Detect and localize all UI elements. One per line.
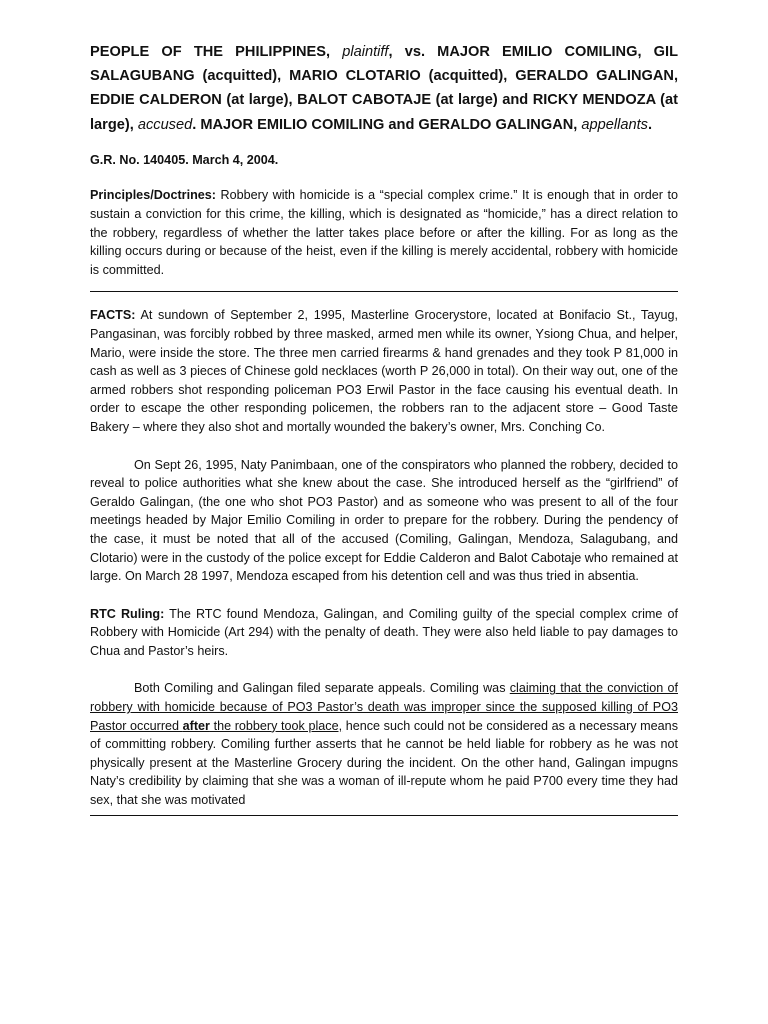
page-bottom-divider [90,815,678,816]
facts-label: FACTS: [90,308,136,323]
facts-paragraph-2: On Sept 26, 1995, Naty Panimbaan, one of the conspirators who planned the robbery, decided to reveal to police authorities what she knew about the case. She introduced herself as the “girlfriend” of Geraldo Galingan, (the one who shot PO3 Pastor) and as someone who was present to all of the four meetings headed by Major Emilio Comiling in order to prepare for the robbery. During the pendency of the case, it must be noted that all of the accused (Comiling, Galingan, Mendoza, Salagubang, and Clotario) were in the custody of the police except for Eddie Calderon and Balot Cabotaje who remained at large. On March 28 1997, Mendoza escaped from his detention cell and was thus tried in absentia. [90,457,678,584]
section-divider [90,291,678,292]
gr-number: G.R. No. 140405. March 4, 2004. [90,152,279,167]
appeals-rest: hence such could not be considered as a necessary means of committing robbery. Comiling further asserts that he cannot be held liable for robbery as he was not physically present at the Masterline Grocery during the incident. On the other hand, Galingan impugns Naty’s credibility by claiming that she was a woman of ill-repute whom he paid P700 every time they had sex, that she was motivated [90,718,678,808]
case-title-part-c: . MAJOR EMILIO COMILING and GERALDO GALINGAN, [192,116,582,133]
appeals-underlined-2: the robbery took place, [209,718,343,733]
appeals-underlined-1: claiming that the conviction of robbery with homicide because of PO3 Pastor’s death was improper since the supposed killing of PO3 Pastor occurred [90,681,678,733]
case-title-part-b: , vs. MAJOR EMILIO COMILING, GIL SALAGUBANG (acquitted), MARIO CLOTARIO (acquitted), GERALDO GALINGAN, EDDIE CALDERON (at large), BALOT CABOTAJE (at large) and RICKY MENDOZA (at large), [90,44,678,133]
appeals-paragraph [90,679,678,809]
case-title [90,40,678,137]
case-title-part-d: . [647,116,652,133]
appeals-lead: Both Comiling and Galingan filed separate appeals. Comiling was [134,681,510,696]
appellants-word: appellants [581,116,648,133]
accused-word: accused [137,116,193,133]
facts-text: At sundown of September 2, 1995, Masterline Grocerystore, located at Bonifacio St., Tayug, Pangasinan, was forcibly robbed by three masked, armed men while its owner, Ysiong Chua, and helper, Mario, were inside the store. The three men carried firearms & hand grenades and they took P 81,000 in cash as well as 3 pieces of Chinese gold necklaces (worth P 26,000 in total). On their way out, one of the armed robbers shot responding policeman PO3 Erwil Pastor in the face causing his eventual death. In order to escape the other responding policemen, the robbers ran to the adjacent store – Good Taste Bakery – where they also shot and mortally wounded the bakery’s owner, Mrs. Conching Co. [90,308,678,434]
principles-label: Principles/Doctrines: [90,188,216,203]
principles-paragraph [90,186,678,279]
rtc-ruling-text: The RTC found Mendoza, Galingan, and Comiling guilty of the special complex crime of Robbery with Homicide (Art 294) with the penalty of death. They were also held liable to pay damages to Chua and Pastor’s heirs. [90,606,678,658]
case-title-part-a: PEOPLE OF THE PHILIPPINES, [90,44,343,60]
rtc-ruling-label: RTC Ruling: [90,606,165,621]
principles-text: Robbery with homicide is a “special complex crime.” It is enough that in order to sustain a conviction for this crime, the killing, which is designated as “homicide,” has a direct relation to the robbery, regardless of whether the latter takes place before or after the killing. For as long as the killing occurs during or because of the heist, even if the killing is merely accidental, robbery with homicide is committed. [90,188,678,277]
rtc-ruling-paragraph [90,605,678,661]
facts-paragraph [90,306,678,436]
appeals-underlined-bold: after [182,718,210,733]
document-page [90,40,678,816]
plaintiff-word: plaintiff [342,44,389,60]
